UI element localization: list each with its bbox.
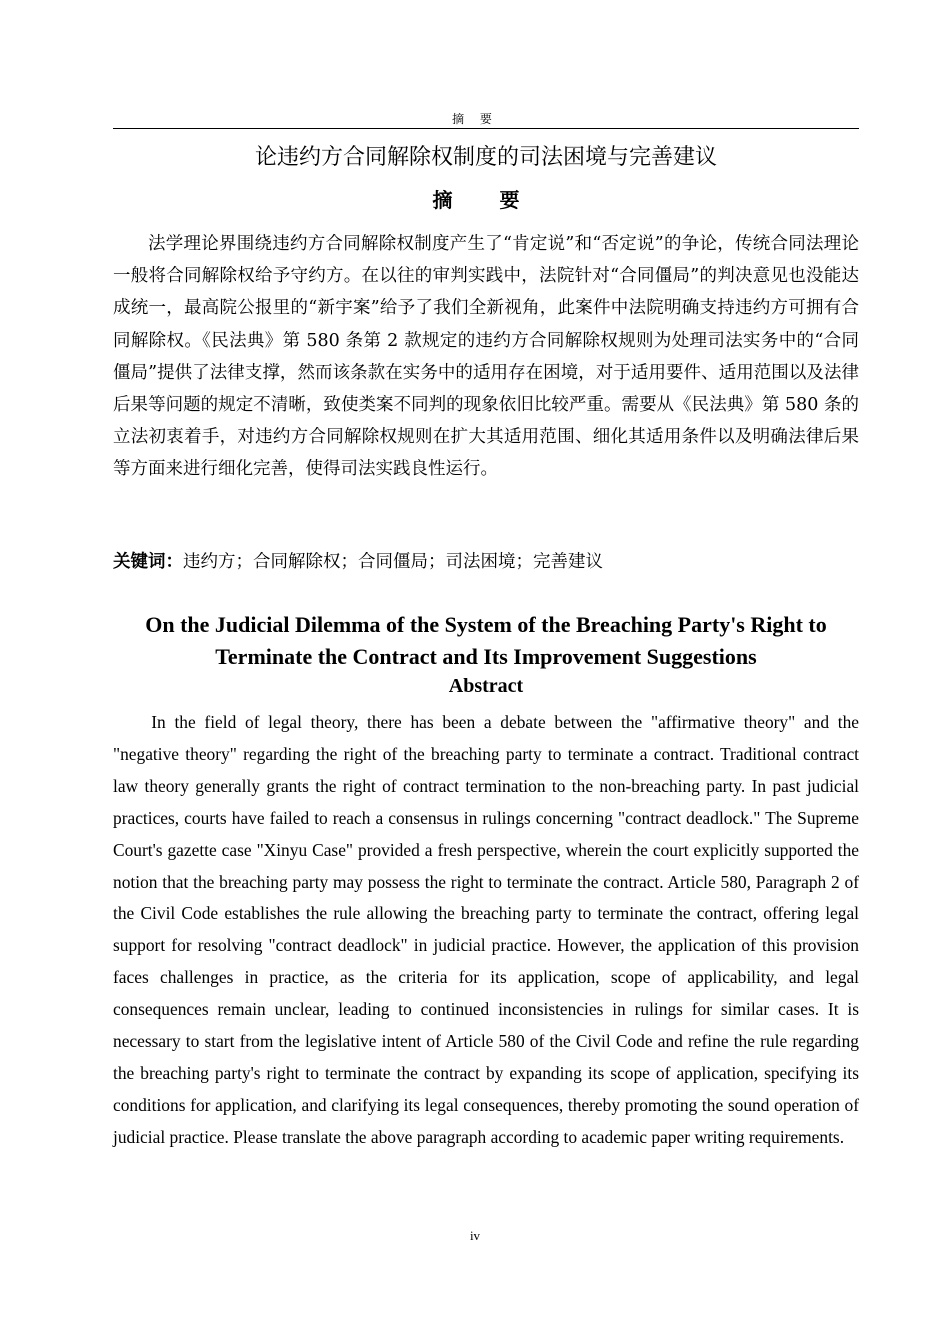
chinese-title: 论违约方合同解除权制度的司法困境与完善建议 xyxy=(254,145,717,170)
running-header: 摘 要 xyxy=(452,112,498,126)
english-abstract-heading: Abstract xyxy=(448,675,524,697)
english-title: On the Judicial Dilemma of the System of the Breaching Party's Right to Terminate the Contract and Its Improvement Suggestions xyxy=(145,612,827,669)
page-number: iv xyxy=(469,1228,481,1243)
keywords xyxy=(113,547,859,577)
chinese-abstract-body: 法学理论界围绕违约方合同解除权制度产生了“肯定说”和“否定说”的争论，传统合同法理论一般将合同解除权给予守约方。在以往的审判实践中，法院针对“合同僵局”的判决意见也没能达成统一，最高院公报里的“新宇案”给予了我们全新视角，此案件中法院明确支持违约方可拥有合同解除权。《民法典》第 580 条第 2 款规定的违约方合同解除权规则为处理司法实务中的“合同僵局”提供了法律支撑，然而该条款在实务中的适用存在困境，对于适用要件、适用范围以及法律后果等问题的规定不清晰，致使类案不同判的现象依旧比较严重。需要从《民法典》第 580 条的立法初衷着手，对违约方合同解除权规则在扩大其适用范围、细化其适用条件以及明确法律后果等方面来进行细化完善，使得司法实践良性运行。 xyxy=(113,234,859,480)
header-rule xyxy=(113,128,859,129)
keywords-label: 关键词： xyxy=(113,552,183,572)
chinese-abstract-heading: 摘 要 xyxy=(432,188,540,212)
keywords-text: 违约方；合同解除权；合同僵局；司法困境；完善建议 xyxy=(183,552,603,572)
english-abstract-body: In the field of legal theory, there has been a debate between the "affirmative theory" and the "negative theory" regarding the right of the breaching party to terminate a contract. Traditional contract law theory generally grants the right of contract termination to the non-breaching party. In past judicial practices, courts have failed to reach a consensus in rulings concerning "contract deadlock." The Supreme Court's gazette case "Xinyu Case" provided a fresh perspective, wherein the court explicitly supported the notion that the breaching party may possess the right to terminate the contract. Article 580, Paragraph 2 of the Civil Code establishes the rule allowing the breaching party to terminate the contract, offering legal support for resolving "contract deadlock" in judicial practice. However, the application of this provision faces challenges in practice, as the criteria for its application, scope of applicability, and legal consequences remain unclear, leading to continued inconsistencies in rulings for similar cases. It is necessary to start from the legislative intent of Article 580 of the Civil Code and refine the rule regarding the breaching party's right to terminate the contract by expanding its scope of application, specifying its conditions for application, and clarifying its legal consequences, thereby promoting the sound operation of judicial practice. Please translate the above paragraph according to academic paper writing requirements. xyxy=(113,712,859,1147)
